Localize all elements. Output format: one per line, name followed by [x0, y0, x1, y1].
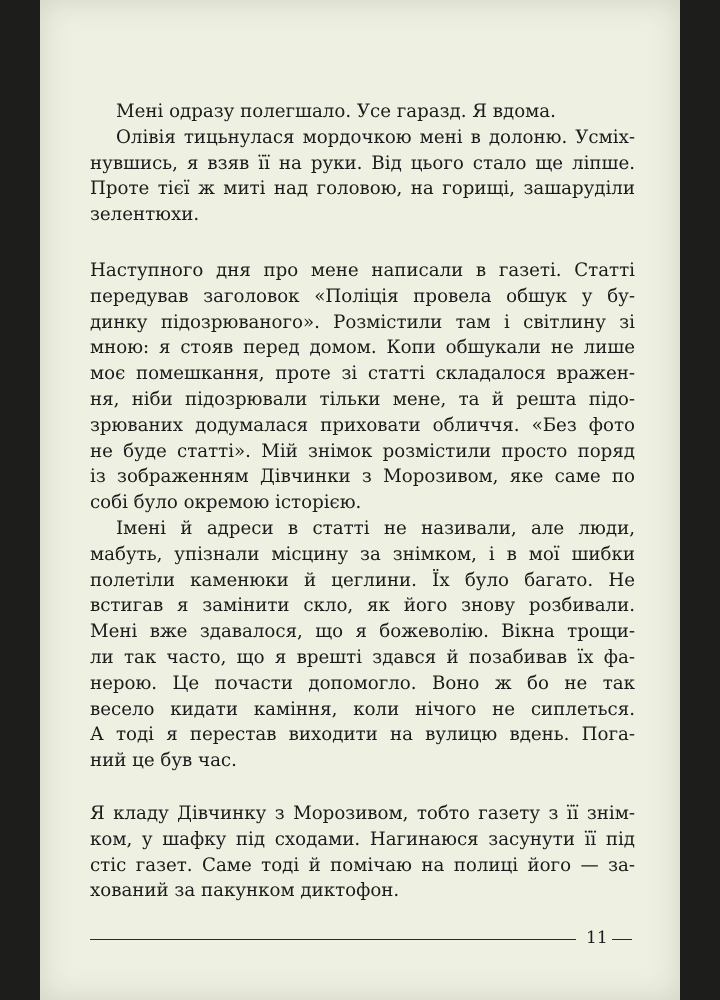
page-number: 11 [586, 928, 608, 948]
book-page [40, 0, 680, 1000]
text-line: ний це був час. [90, 750, 237, 772]
text-line: встигав я замінити скло, як його знову розбивали. [90, 595, 635, 617]
text-line: полетіли каменюки й цеглини. Їх було багато. Не [90, 569, 635, 591]
footer-dash [612, 939, 632, 940]
text-line: нувшись, я взяв її на руки. Від цього стало ще ліпше. [90, 152, 635, 174]
text-line: із зображенням Дівчинки з Морозивом, яке саме по [90, 466, 635, 488]
text-line: Проте тієї ж миті над головою, на горищі, зашаруділи [90, 178, 635, 200]
text-line: моє помешкання, проте зі статті складалося вражен- [90, 363, 635, 385]
text-line: Мені вже здавалося, що я божеволію. Вікна трощи- [90, 621, 635, 643]
text-line: зелентюхи. [90, 204, 200, 226]
text-line: Я кладу Дівчинку з Морозивом, тобто газету з її знім- [90, 803, 635, 824]
paragraph-group-3 [90, 516, 635, 774]
text-line: мною: я стояв перед домом. Копи обшукали не лише [90, 337, 635, 359]
text-line: мабуть, упізнали місцину за знімком, і в мої шибки [90, 543, 635, 565]
text-line: Імені й адреси в статті не називали, але люди, [116, 518, 635, 539]
text-line: динку підозрюваного». Розмістили там і світлину зі [90, 311, 635, 333]
paragraph-group-1 [90, 99, 635, 228]
paragraph-group-4 [90, 801, 635, 904]
text-line: А тоді я перестав виходити на вулицю вдень. Пога- [90, 724, 635, 746]
text-line: не буде статті». Мій знімок розмістили просто поряд [90, 440, 635, 462]
text-line: стіс газет. Саме тоді й помічаю на полиці його — за- [90, 854, 635, 876]
text-line: ли так часто, що я врешті здався й позабивав їх фа- [90, 646, 635, 668]
footer-rule [90, 939, 576, 940]
text-line: ком, у шафку під сходами. Нагинаюся засунути її під [90, 828, 635, 850]
text-line: собі було окремою історією. [90, 492, 362, 514]
paragraph-group-2 [90, 258, 635, 516]
text-line: Наступного дня про мене написали в газеті. Статті [90, 260, 635, 281]
text-line: зрюваних додумалася приховати обличчя. «Без фото [90, 414, 635, 436]
text-line: Мені одразу полегшало. Усе гаразд. Я вдома. [116, 101, 556, 122]
text-line: передував заголовок «Поліція провела обшук у бу- [90, 285, 635, 307]
text-line: Олівія тицьнулася мордочкою мені в долоню. Усміх- [116, 126, 635, 148]
text-line: нерою. Це почасти допомогло. Воно ж бо не так [90, 672, 635, 694]
text-line: весело кидати каміння, коли нічого не сиплеться. [90, 698, 635, 720]
text-line: ня, ніби підозрювали тільки мене, та й решта підо- [90, 388, 635, 410]
text-line: хований за пакунком диктофон. [90, 880, 400, 902]
